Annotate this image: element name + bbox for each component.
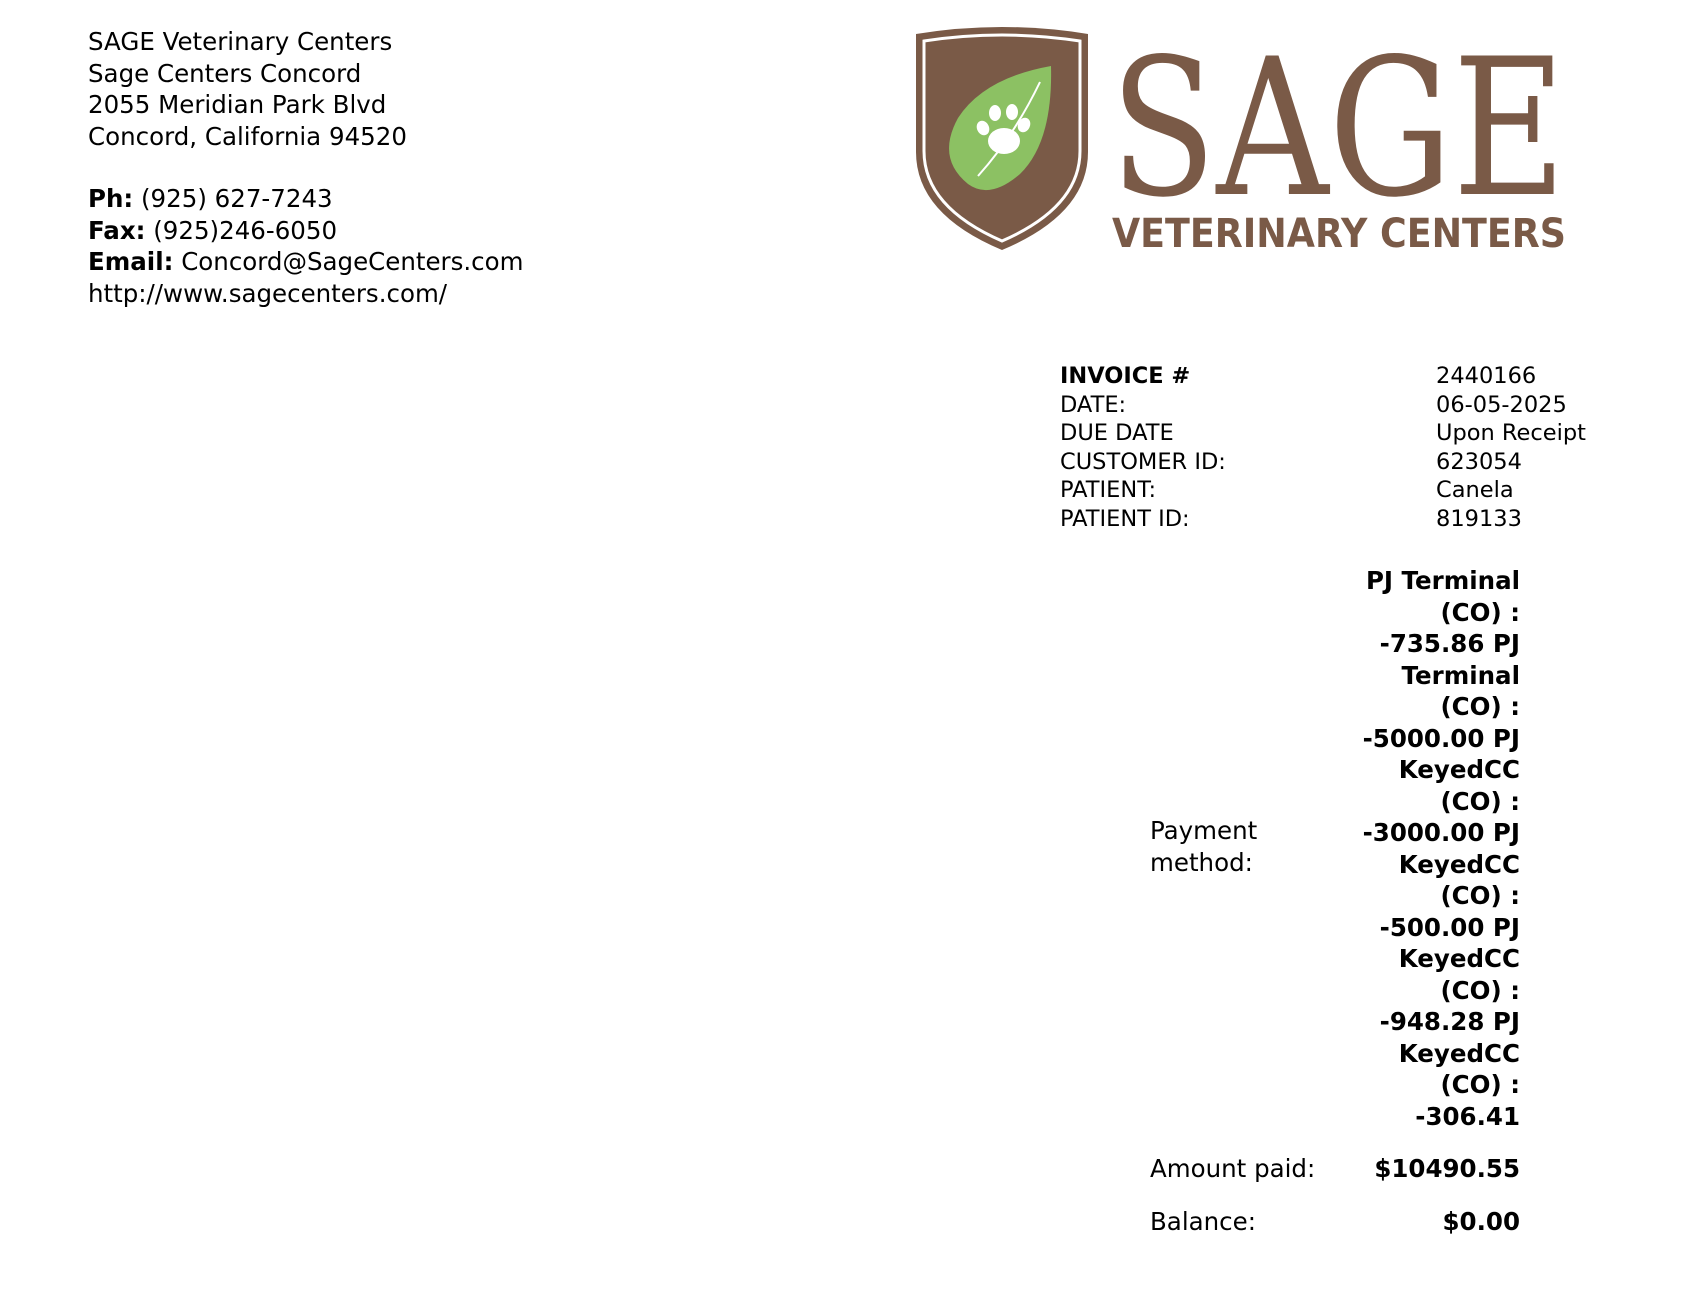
due-date-value: Upon Receipt	[1436, 420, 1586, 447]
due-date-label: DUE DATE	[1060, 420, 1174, 447]
logo-tagline: VETERINARY CENTERS	[1112, 211, 1566, 256]
invoice-number-value: 2440166	[1436, 363, 1537, 389]
amount-paid-value: $10490.55	[1374, 1154, 1520, 1183]
email-value: Concord@SageCenters.com	[181, 247, 524, 276]
payment-method-value	[1330, 565, 1520, 1132]
payment-method-line: KeyedCC	[1398, 755, 1520, 784]
payment-method-line: (CO) :	[1440, 881, 1520, 910]
payment-method-line: (CO) :	[1440, 975, 1520, 1005]
patient-value: Canela	[1436, 477, 1514, 504]
payment-method-line: KeyedCC	[1398, 1038, 1520, 1068]
payment-method-line: PJ Terminal	[1365, 566, 1520, 595]
payment-method-line: KeyedCC	[1398, 944, 1520, 973]
clinic-email	[88, 246, 524, 278]
customer-id-row	[1060, 448, 1586, 477]
patient-id-row	[1060, 505, 1586, 534]
fax-value: (925)246-6050	[153, 215, 338, 245]
payment-method-label-line1: Payment	[1150, 816, 1258, 845]
payment-method-line: KeyedCC	[1398, 849, 1520, 879]
invoice-number-label: INVOICE #	[1060, 363, 1191, 389]
patient-label: PATIENT:	[1060, 477, 1157, 504]
payment-method-line: (CO) :	[1440, 1070, 1520, 1099]
logo-graphic	[912, 24, 1580, 256]
payment-method-line: -948.28 PJ	[1379, 1007, 1520, 1036]
invoice-meta	[1060, 362, 1586, 534]
clinic-city: Concord, California 94520	[88, 121, 407, 151]
logo-wordmark: SAGE	[1110, 24, 1566, 239]
invoice-date-value: 06-05-2025	[1436, 391, 1567, 418]
clinic-website: http://www.sagecenters.com/	[88, 278, 448, 308]
invoice-number-row	[1060, 362, 1586, 391]
customer-id-label: CUSTOMER ID:	[1060, 448, 1226, 475]
clinic-phone	[88, 183, 524, 215]
balance-row	[1150, 1206, 1520, 1238]
payment-method-line: (CO) :	[1440, 786, 1520, 816]
customer-id-value: 623054	[1436, 448, 1522, 475]
sage-logo	[912, 24, 1580, 256]
phone-label: Ph:	[88, 184, 134, 213]
clinic-branch: Sage Centers Concord	[88, 58, 362, 88]
patient-row	[1060, 476, 1586, 505]
patient-id-label: PATIENT ID:	[1060, 505, 1190, 532]
fax-label: Fax:	[88, 215, 146, 245]
payment-method-line: (CO) :	[1440, 597, 1520, 627]
patient-id-value: 819133	[1436, 505, 1522, 532]
payment-method-line: -306.41	[1415, 1101, 1520, 1131]
payment-method-line: -3000.00 PJ	[1362, 818, 1520, 847]
payment-method-line: -500.00 PJ	[1379, 912, 1520, 942]
balance-value: $0.00	[1442, 1207, 1520, 1236]
clinic-name: SAGE Veterinary Centers	[88, 27, 393, 56]
amount-paid-label: Amount paid:	[1150, 1154, 1316, 1183]
clinic-address-block	[88, 26, 524, 309]
due-date-row	[1060, 419, 1586, 448]
phone-value: (925) 627-7243	[141, 184, 333, 213]
payment-method-line: (CO) :	[1440, 692, 1520, 721]
payment-method-line: -5000.00 PJ	[1362, 723, 1520, 753]
payment-method-label	[1150, 815, 1300, 878]
amount-paid-row	[1150, 1153, 1520, 1185]
payment-method-line: -735.86 PJ	[1379, 629, 1520, 658]
clinic-fax	[88, 215, 524, 247]
invoice-date-label: DATE:	[1060, 391, 1127, 418]
payment-method-label-line2: method:	[1150, 847, 1253, 877]
email-label: Email:	[88, 247, 174, 276]
payment-method-line: Terminal	[1401, 660, 1520, 690]
invoice-date-row	[1060, 391, 1586, 420]
balance-label: Balance:	[1150, 1207, 1256, 1236]
clinic-street: 2055 Meridian Park Blvd	[88, 90, 387, 119]
